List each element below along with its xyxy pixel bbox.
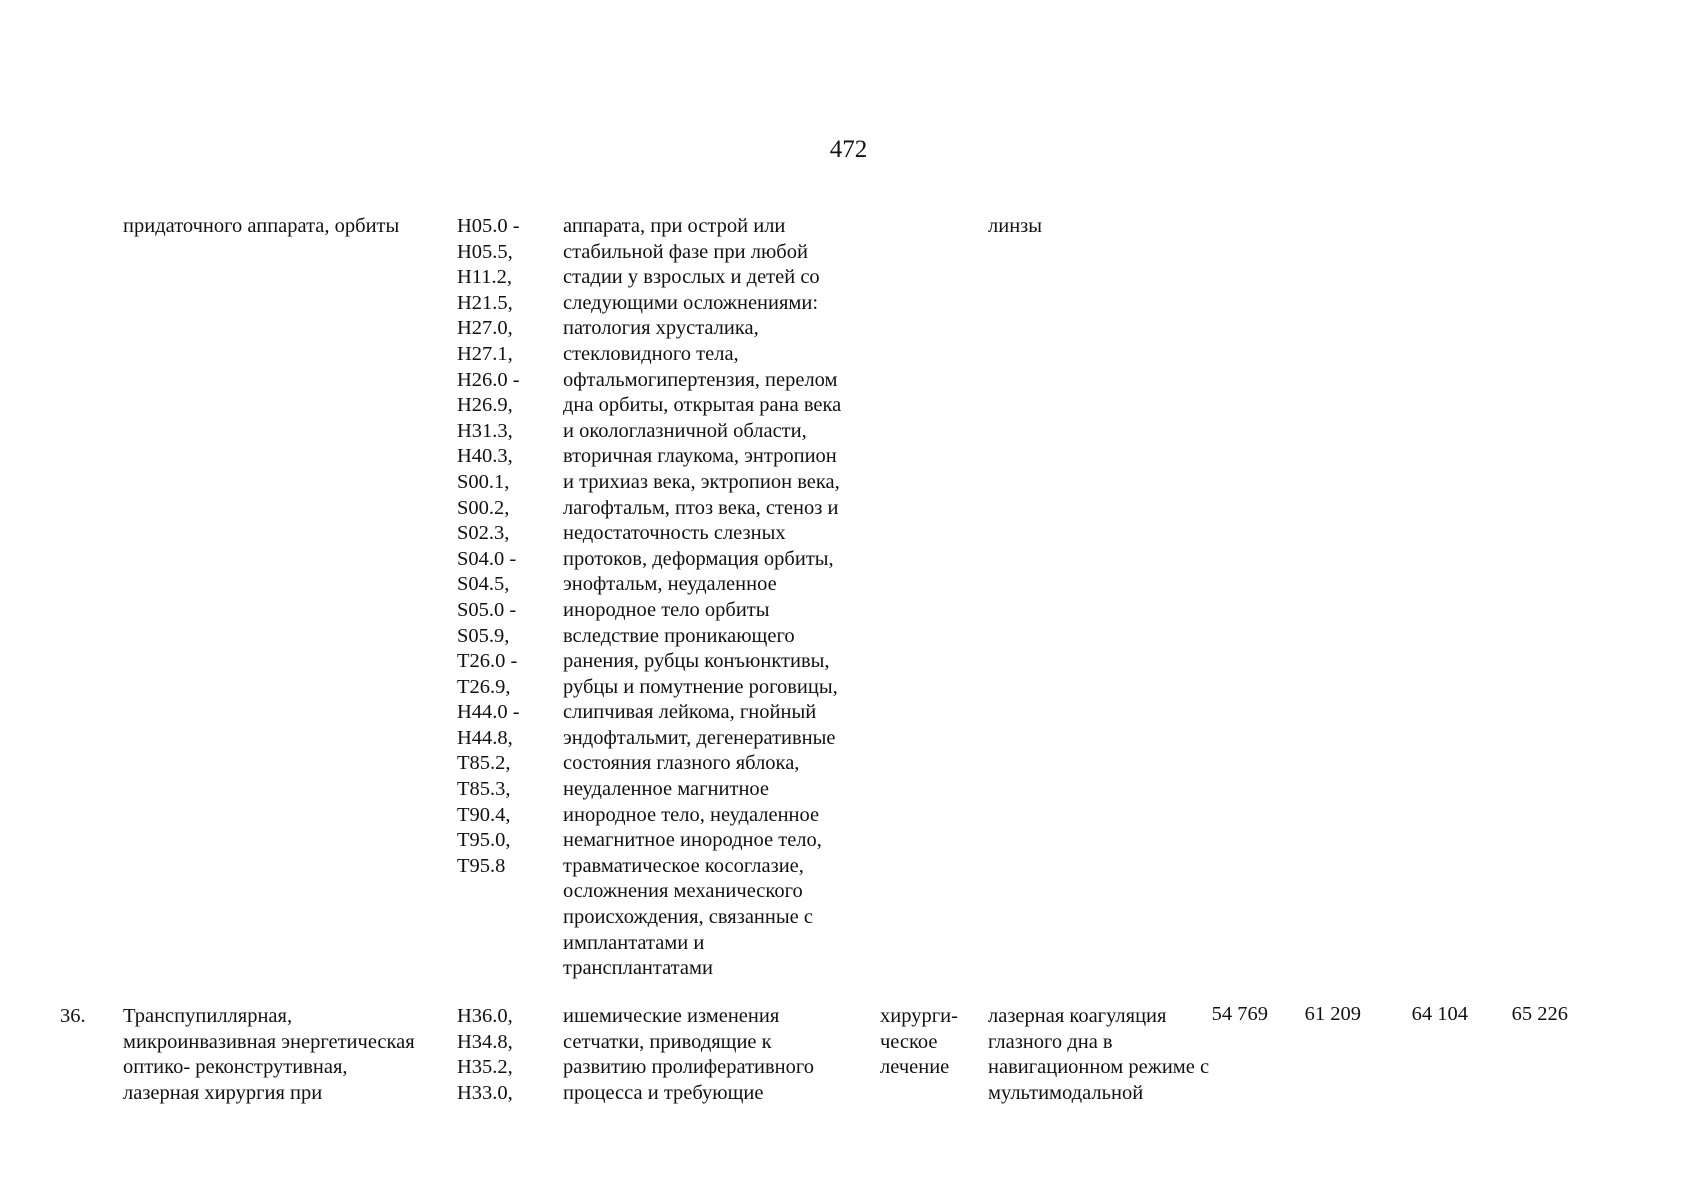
icd-codes-cell: H36.0, H34.8, H35.2, H33.0, — [457, 1005, 513, 1104]
row-number-cell: 36. — [60, 1005, 86, 1027]
patient-model-cell: ишемические изменения сетчатки, приводящие к развитию пролиферативного процесса и требующие — [563, 1005, 815, 1104]
cost-cell-3: 64 104 — [1411, 1003, 1468, 1025]
icd-codes-cell: H05.0 - H05.5, H11.2, H21.5, H27.0, H27.1, H26.0 - H26.9, H31.3, H40.3, S00.1, S00.2, S02.3, S04.0 - S04.5, S05.0 - S05.9, T26.0 - T26.9, H44.0 - H44.8, T85.2, T85.3, T90.4, T95.0, T95.8 — [457, 215, 520, 877]
vmp-name-cell: придаточного аппарата, орбиты — [123, 215, 400, 237]
cost-cell-2: 61 209 — [1304, 1003, 1361, 1025]
treatment-method-cell: лазерная коагуляция глазного дна в навигационном режиме с мультимодальной — [988, 1005, 1210, 1104]
page-number: 472 — [829, 136, 868, 163]
patient-model-cell: аппарата, при острой или стабильной фазе при любой стадии у взрослых и детей со следующими осложнениями: патология хрусталика, стекловидного тела, офтальмогипертензия, перелом дна орбиты, открытая рана века и окологлазничной области, вторичная глаукома, энтропион и трихиаз века, эктропион века, лагофтальм, птоз века, стеноз и недостаточность слезных протоков, деформация орбиты, энофтальм, неудаленное инородное тело орбиты вследствие проникающего ранения, рубцы конъюнктивы, рубцы и помутнение роговицы, слипчивая лейкома, гнойный эндофтальмит, дегенеративные состояния глазного яблока, неудаленное магнитное инородное тело, неудаленное немагнитное инородное тело, травматическое косоглазие, осложнения механического происхождения, связанные с имплантатами и трансплантатами — [563, 215, 842, 980]
vmp-name-cell: Транспупиллярная, микроинвазивная энергетическая оптико- реконструтивная, лазерная хирургия при — [123, 1005, 415, 1104]
treatment-method-cell: линзы — [988, 215, 1043, 237]
cost-cell-1: 54 769 — [1211, 1003, 1268, 1025]
treatment-type-cell: хирурги- ческое лечение — [880, 1005, 958, 1079]
cost-cell-4: 65 226 — [1511, 1003, 1568, 1025]
